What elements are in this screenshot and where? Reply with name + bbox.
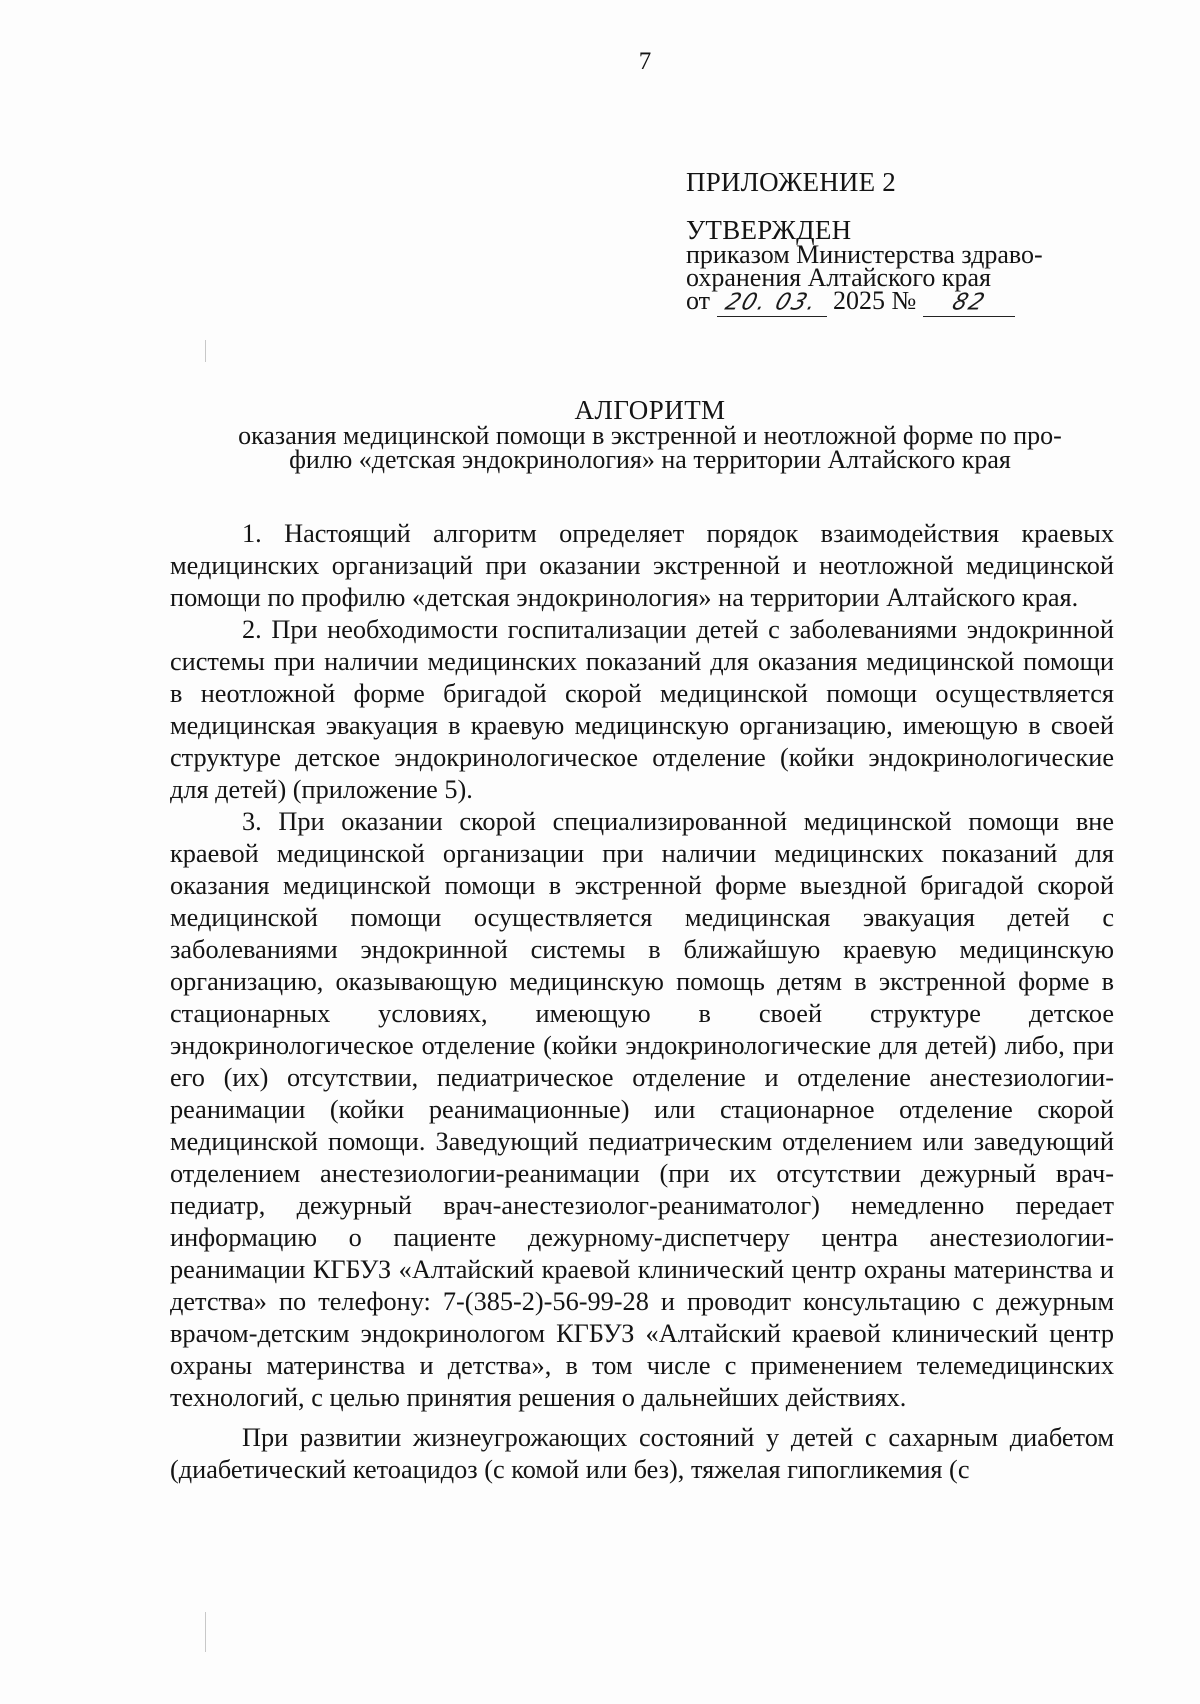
- paragraph-2: 2. При необходимости госпитализации детей с заболеваниями эндокринной системы при наличии медицинских показаний для оказания медицинской помощи в неотложной форме бригадой скорой медицинской помощи осуществляется медицинская эвакуация в краевую медицинскую организацию, имеющую в своей структуре детское эндокринологическое отделение (койки эндокринологические для детей) (приложение 5).: [170, 615, 1114, 804]
- approval-block: [686, 167, 1116, 317]
- paragraph-4: При развитии жизнеугрожающих состояний у детей с сахарным диабетом (диабетический кетоацидоз (с комой или без), тяжелая гипогликемия (с: [170, 1423, 1114, 1484]
- document-title: [170, 396, 1130, 472]
- approved-label: УТВЕРЖДЕН: [686, 215, 852, 245]
- handwritten-date: 20. 03.: [717, 292, 827, 317]
- date-prefix: от: [686, 286, 711, 315]
- appendix-label: ПРИЛОЖЕНИЕ 2: [686, 167, 896, 197]
- handwritten-order-number: 82: [923, 292, 1015, 317]
- title-line-1: оказания медицинской помощи в экстренной и неотложной форме по про-: [238, 421, 1062, 450]
- order-date-line: [686, 286, 1116, 317]
- title-heading: АЛГОРИТМ: [574, 395, 726, 425]
- approval-line-2: охранения Алтайского края: [686, 263, 992, 292]
- approval-line-1: приказом Министерства здраво-: [686, 240, 1043, 269]
- page-number: 7: [638, 48, 652, 75]
- scan-margin-mark: [205, 1612, 206, 1652]
- scan-margin-mark: [205, 340, 206, 362]
- paragraph-3: 3. При оказании скорой специализированной медицинской помощи вне краевой медицинской организации при наличии медицинских показаний для оказания медицинской помощи в экстренной форме выездной бригадой скорой медицинской помощи осуществляется медицинская эвакуация детей с заболеваниями эндокринной системы в ближайшую краевую медицинскую организацию, оказывающую медицинскую помощь детям в экстренной форме в стационарных условиях, имеющую в своей структуре детское эндокринологическое отделение (койки эндокринологические для детей) либо, при его (их) отсутствии, педиатрическое отделение и отделение анестезиологии-реанимации (койки реанимационные) или стационарное отделение скорой медицинской помощи. Заведующий педиатрическим отделением или заведующий отделением анестезиологии-реанимации (при их отсутствии дежурный врач-педиатр, дежурный врач-анестезиолог-реаниматолог) немедленно передает информацию о пациенте дежурному-диспетчеру центра анестезиологии-реанимации КГБУЗ «Алтайский краевой клинический центр охраны материнства и детства» по телефону: 7-(385-2)-56-99-28 и проводит консультацию с дежурным врачом-детским эндокринологом КГБУЗ «Алтайский краевой клинический центр охраны материнства и детства», в том числе с применением телемедицинских технологий, с целью принятия решения о дальнейших действиях.: [170, 807, 1114, 1412]
- order-year: 2025 №: [833, 286, 917, 315]
- document-body: [170, 518, 1114, 1486]
- title-line-2: филю «детская эндокринология» на территории Алтайского края: [289, 445, 1011, 474]
- paragraph-1: 1. Настоящий алгоритм определяет порядок взаимодействия краевых медицинских организаций при оказании экстренной и неотложной медицинской помощи по профилю «детская эндокринология» на территории Алтайского края.: [170, 519, 1114, 612]
